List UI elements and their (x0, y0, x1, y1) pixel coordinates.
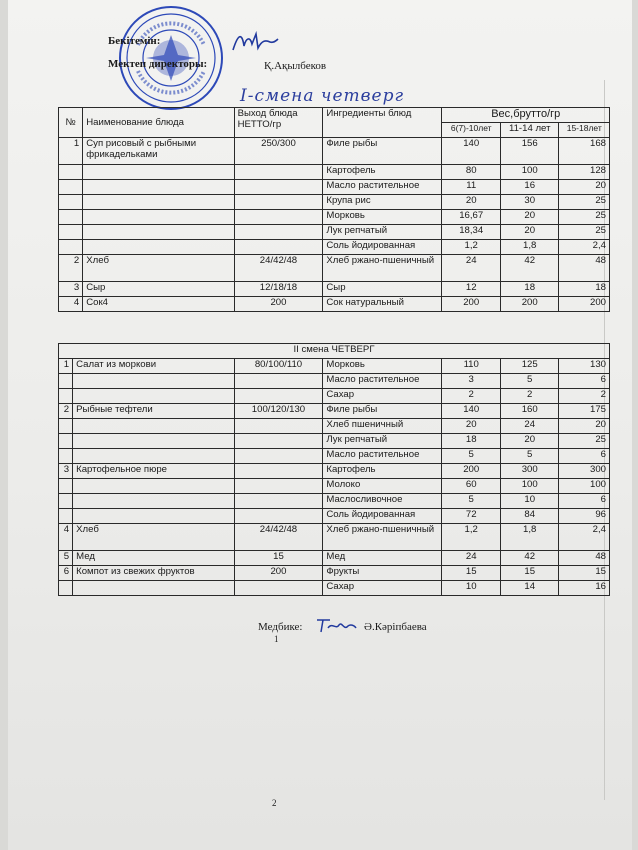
ingredient-cell: Филе рыбы (323, 138, 442, 165)
weight-age3-cell: 25 (559, 210, 610, 225)
row-number (59, 581, 73, 596)
weight-age3-cell: 25 (559, 434, 610, 449)
row-number (59, 374, 73, 389)
weight-age2-cell: 156 (500, 138, 559, 165)
approval-label: Бекітемін: (108, 35, 161, 47)
dish-name-cell (73, 449, 234, 464)
yield-cell: 250/300 (234, 138, 323, 165)
weight-age1-cell: 200 (442, 297, 501, 312)
weight-age1-cell: 20 (442, 195, 501, 210)
col-number-header: № (59, 108, 83, 138)
shift-1-rows (59, 138, 610, 312)
weight-age2-cell: 5 (500, 449, 559, 464)
row-number (59, 479, 73, 494)
dish-name-cell (83, 225, 234, 240)
weight-age2-cell: 42 (500, 255, 559, 282)
director-label: Мектеп директоры: (108, 58, 208, 70)
dish-name-cell: Сыр (83, 282, 234, 297)
ingredient-cell: Хлеб ржано-пшеничный (323, 524, 442, 551)
ingredient-cell: Лук репчатый (323, 225, 442, 240)
weight-age1-cell: 140 (442, 404, 501, 419)
ingredient-cell: Лук репчатый (323, 434, 442, 449)
menu-table-shift-2 (58, 343, 610, 596)
weight-age2-cell: 16 (500, 180, 559, 195)
weight-age1-cell: 80 (442, 165, 501, 180)
yield-cell (234, 225, 323, 240)
weight-age2-cell: 18 (500, 282, 559, 297)
page-number-2: 2 (272, 798, 277, 808)
weight-age2-cell: 1,8 (500, 524, 559, 551)
dish-name-cell: Мед (73, 551, 234, 566)
weight-age2-cell: 10 (500, 494, 559, 509)
ingredient-cell: Молоко (323, 479, 442, 494)
ingredient-cell: Хлеб ржано-пшеничный (323, 255, 442, 282)
weight-age2-cell: 20 (500, 210, 559, 225)
weight-age3-cell: 128 (559, 165, 610, 180)
row-number (59, 494, 73, 509)
table-row (59, 524, 610, 551)
table-row (59, 509, 610, 524)
table-row (59, 297, 610, 312)
row-number (59, 449, 73, 464)
row-number (59, 389, 73, 404)
weight-age1-cell: 3 (442, 374, 501, 389)
table-row (59, 374, 610, 389)
weight-age1-cell: 10 (442, 581, 501, 596)
weight-age1-cell: 11 (442, 180, 501, 195)
col-ingredients-header: Ингредиенты блюд (323, 108, 442, 138)
weight-age3-cell: 15 (559, 566, 610, 581)
table-row (59, 225, 610, 240)
yield-cell (234, 479, 323, 494)
weight-age3-cell: 300 (559, 464, 610, 479)
ingredient-cell: Масло растительное (323, 374, 442, 389)
row-number (59, 419, 73, 434)
yield-cell: 80/100/110 (234, 359, 323, 374)
weight-age3-cell: 130 (559, 359, 610, 374)
weight-age3-cell: 2,4 (559, 240, 610, 255)
ingredient-cell: Картофель (323, 464, 442, 479)
table-row (59, 165, 610, 180)
weight-age3-cell: 16 (559, 581, 610, 596)
dish-name-cell: Хлеб (73, 524, 234, 551)
weight-age1-cell: 5 (442, 494, 501, 509)
weight-age2-cell: 14 (500, 581, 559, 596)
dish-name-cell: Сок4 (83, 297, 234, 312)
ingredient-cell: Филе рыбы (323, 404, 442, 419)
weight-age2-cell: 20 (500, 225, 559, 240)
director-name: Қ.Ақылбеков (264, 60, 327, 72)
dish-name-cell (73, 509, 234, 524)
row-number: 3 (59, 464, 73, 479)
page-number-1: 1 (274, 634, 279, 644)
table-row (59, 449, 610, 464)
yield-cell (234, 509, 323, 524)
row-number (59, 195, 83, 210)
dish-name-cell (83, 165, 234, 180)
ingredient-cell: Хлеб пшеничный (323, 419, 442, 434)
dish-name-cell (83, 210, 234, 225)
weight-age3-cell: 100 (559, 479, 610, 494)
nurse-label: Медбике: (258, 621, 303, 633)
row-number (59, 509, 73, 524)
table-row (59, 581, 610, 596)
table-row (59, 195, 610, 210)
row-number (59, 165, 83, 180)
row-number (59, 180, 83, 195)
weight-age3-cell: 48 (559, 255, 610, 282)
row-number (59, 225, 83, 240)
weight-age1-cell: 16,67 (442, 210, 501, 225)
yield-cell: 24/42/48 (234, 255, 323, 282)
weight-age3-cell: 25 (559, 195, 610, 210)
yield-cell (234, 180, 323, 195)
weight-age2-cell: 15 (500, 566, 559, 581)
weight-age2-cell: 42 (500, 551, 559, 566)
ingredient-cell: Сыр (323, 282, 442, 297)
yield-cell: 100/120/130 (234, 404, 323, 419)
weight-age1-cell: 18,34 (442, 225, 501, 240)
weight-age1-cell: 12 (442, 282, 501, 297)
weight-age2-cell: 5 (500, 374, 559, 389)
weight-age2-cell: 160 (500, 404, 559, 419)
row-number (59, 240, 83, 255)
weight-age2-cell: 100 (500, 479, 559, 494)
dish-name-cell: Хлеб (83, 255, 234, 282)
col-dish-header: Наименование блюда (83, 108, 234, 138)
weight-age3-cell: 175 (559, 404, 610, 419)
ingredient-cell: Сок натуральный (323, 297, 442, 312)
weight-age1-cell: 60 (442, 479, 501, 494)
weight-age3-cell: 6 (559, 449, 610, 464)
dish-name-cell: Компот из свежих фруктов (73, 566, 234, 581)
weight-age3-cell: 20 (559, 419, 610, 434)
weight-age1-cell: 72 (442, 509, 501, 524)
yield-cell (234, 389, 323, 404)
ingredient-cell: Сахар (323, 581, 442, 596)
yield-cell (234, 464, 323, 479)
dish-name-cell (73, 479, 234, 494)
yield-cell: 15 (234, 551, 323, 566)
table-row (59, 180, 610, 195)
dish-name-cell (73, 419, 234, 434)
weight-age2-cell: 2 (500, 389, 559, 404)
row-number: 1 (59, 359, 73, 374)
ingredient-cell: Масло растительное (323, 180, 442, 195)
ingredient-cell: Мед (323, 551, 442, 566)
weight-age3-cell: 200 (559, 297, 610, 312)
weight-age2-cell: 84 (500, 509, 559, 524)
weight-age2-cell: 30 (500, 195, 559, 210)
weight-age2-cell: 200 (500, 297, 559, 312)
dish-name-cell (73, 434, 234, 449)
yield-cell (234, 419, 323, 434)
yield-cell: 200 (234, 297, 323, 312)
weight-age2-cell: 100 (500, 165, 559, 180)
col-age-3-header: 15-18лет (559, 123, 610, 138)
yield-cell (234, 165, 323, 180)
weight-age1-cell: 5 (442, 449, 501, 464)
table-row (59, 255, 610, 282)
table-row (59, 389, 610, 404)
table-row (59, 551, 610, 566)
weight-age1-cell: 24 (442, 255, 501, 282)
ingredient-cell: Сахар (323, 389, 442, 404)
col-yield-header: Выход блюда НЕТТО/гр (234, 108, 323, 138)
table-row (59, 240, 610, 255)
row-number: 3 (59, 282, 83, 297)
ingredient-cell: Соль йодированная (323, 509, 442, 524)
shift-handwritten-title: I-смена четверг (240, 86, 405, 106)
dish-name-cell (83, 240, 234, 255)
col-age-1-header: 6(7)-10лет (442, 123, 501, 138)
yield-cell (234, 449, 323, 464)
weight-age1-cell: 24 (442, 551, 501, 566)
yield-cell: 24/42/48 (234, 524, 323, 551)
row-number (59, 434, 73, 449)
weight-age3-cell: 25 (559, 225, 610, 240)
dish-name-cell (83, 180, 234, 195)
ingredient-cell: Крупа рис (323, 195, 442, 210)
yield-cell (234, 581, 323, 596)
row-number: 4 (59, 297, 83, 312)
dish-name-cell: Картофельное пюре (73, 464, 234, 479)
yield-cell (234, 494, 323, 509)
ingredient-cell: Соль йодированная (323, 240, 442, 255)
weight-age1-cell: 2 (442, 389, 501, 404)
weight-age1-cell: 1,2 (442, 524, 501, 551)
weight-age3-cell: 18 (559, 282, 610, 297)
weight-age3-cell: 6 (559, 494, 610, 509)
nurse-signature-icon (314, 616, 358, 636)
dish-name-cell (73, 494, 234, 509)
dish-name-cell: Салат из моркови (73, 359, 234, 374)
yield-cell (234, 195, 323, 210)
table-row (59, 282, 610, 297)
dish-name-cell: Суп рисовый с рыбными фрикадельками (83, 138, 234, 165)
weight-age2-cell: 1,8 (500, 240, 559, 255)
table-row (59, 210, 610, 225)
weight-age1-cell: 200 (442, 464, 501, 479)
weight-age3-cell: 48 (559, 551, 610, 566)
yield-cell: 12/18/18 (234, 282, 323, 297)
weight-age3-cell: 2 (559, 389, 610, 404)
yield-cell (234, 210, 323, 225)
shift-2-rows (59, 359, 610, 596)
dish-name-cell (73, 581, 234, 596)
weight-age3-cell: 20 (559, 180, 610, 195)
weight-age2-cell: 125 (500, 359, 559, 374)
nurse-name: Ә.Кәрiпбаева (364, 621, 427, 633)
ingredient-cell: Маслосливочное (323, 494, 442, 509)
table-row (59, 479, 610, 494)
weight-age2-cell: 300 (500, 464, 559, 479)
row-number: 6 (59, 566, 73, 581)
weight-age1-cell: 140 (442, 138, 501, 165)
weight-age3-cell: 2,4 (559, 524, 610, 551)
weight-age2-cell: 20 (500, 434, 559, 449)
weight-age1-cell: 1,2 (442, 240, 501, 255)
col-weight-header: Вес,брутто/гр (442, 108, 610, 123)
table-row (59, 404, 610, 419)
ingredient-cell: Морковь (323, 359, 442, 374)
weight-age3-cell: 6 (559, 374, 610, 389)
row-number: 2 (59, 404, 73, 419)
dish-name-cell (73, 389, 234, 404)
col-age-2-header: 11-14 лет (500, 123, 559, 138)
table-row (59, 566, 610, 581)
ingredient-cell: Фрукты (323, 566, 442, 581)
yield-cell (234, 374, 323, 389)
weight-age3-cell: 168 (559, 138, 610, 165)
document-page (8, 0, 632, 850)
row-number: 1 (59, 138, 83, 165)
dish-name-cell (73, 374, 234, 389)
weight-age1-cell: 110 (442, 359, 501, 374)
ingredient-cell: Картофель (323, 165, 442, 180)
yield-cell: 200 (234, 566, 323, 581)
ingredient-cell: Морковь (323, 210, 442, 225)
table-row (59, 464, 610, 479)
weight-age2-cell: 24 (500, 419, 559, 434)
table-row (59, 359, 610, 374)
weight-age1-cell: 20 (442, 419, 501, 434)
menu-table-shift-1 (58, 107, 610, 312)
table-row (59, 419, 610, 434)
row-number (59, 210, 83, 225)
weight-age3-cell: 96 (559, 509, 610, 524)
row-number: 2 (59, 255, 83, 282)
director-signature-icon (230, 30, 280, 56)
row-number: 4 (59, 524, 73, 551)
yield-cell (234, 434, 323, 449)
table-row (59, 494, 610, 509)
table-row (59, 138, 610, 165)
yield-cell (234, 240, 323, 255)
table-row (59, 434, 610, 449)
row-number: 5 (59, 551, 73, 566)
dish-name-cell: Рыбные тефтели (73, 404, 234, 419)
shift-2-title: II смена ЧЕТВЕРГ (59, 344, 610, 359)
dish-name-cell (83, 195, 234, 210)
weight-age1-cell: 18 (442, 434, 501, 449)
weight-age1-cell: 15 (442, 566, 501, 581)
ingredient-cell: Масло растительное (323, 449, 442, 464)
